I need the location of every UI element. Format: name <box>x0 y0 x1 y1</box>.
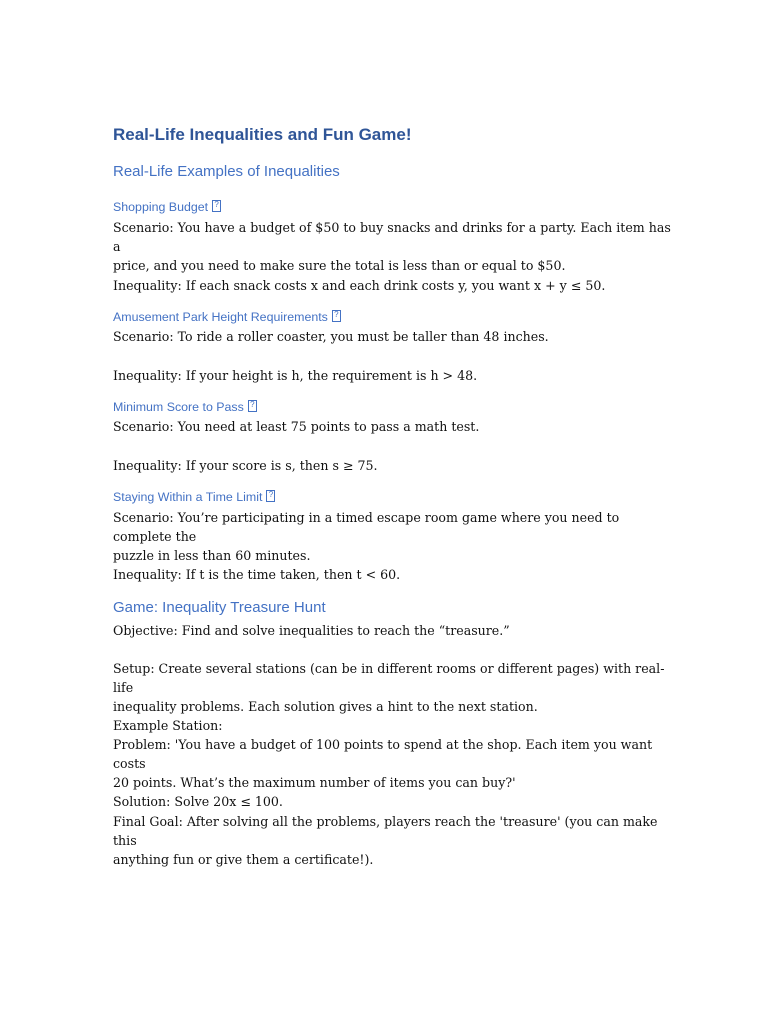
example-heading-shopping <box>113 200 221 214</box>
text-line: Scenario: You’re participating in a timed escape room game where you need to complete the <box>113 510 620 544</box>
section-heading-examples: Real-Life Examples of Inequalities <box>113 163 340 180</box>
missing-emoji-icon <box>332 310 341 322</box>
example-heading-label: Shopping Budget <box>113 200 209 214</box>
missing-emoji-icon <box>266 490 275 502</box>
missing-emoji-icon <box>248 400 257 412</box>
example-heading-label: Amusement Park Height Requirements <box>113 310 328 324</box>
text-line: Example Station: <box>113 718 223 733</box>
example-inequality: Inequality: If your score is s, then s ≥ 75. <box>113 458 378 473</box>
game-setup <box>113 659 673 716</box>
text-line: inequality problems. Each solution gives a hint to the next station. <box>113 699 538 714</box>
example-inequality: Inequality: If t is the time taken, then t < 60. <box>113 567 401 582</box>
missing-emoji-icon <box>212 200 221 212</box>
text-line: Problem: 'You have a budget of 100 points to spend at the shop. Each item you want costs <box>113 737 653 771</box>
example-heading-amusement-park <box>113 310 341 324</box>
text-line: Setup: Create several stations (can be in different rooms or different pages) with real-life <box>113 661 665 695</box>
section-heading-game: Game: Inequality Treasure Hunt <box>113 599 326 616</box>
text-line: puzzle in less than 60 minutes. <box>113 548 311 563</box>
example-heading-label: Minimum Score to Pass <box>113 400 244 414</box>
document-title: Real-Life Inequalities and Fun Game! <box>113 125 412 144</box>
example-scenario: Scenario: You need at least 75 points to pass a math test. <box>113 419 480 434</box>
example-inequality: Inequality: If your height is h, the requirement is h > 48. <box>113 368 478 383</box>
example-heading-time-limit <box>113 490 275 504</box>
text-line: Solution: Solve 20x ≤ 100. <box>113 794 283 809</box>
text-line: Final Goal: After solving all the problems, players reach the 'treasure' (you can make this <box>113 814 658 848</box>
game-final-goal <box>113 812 673 869</box>
text-line: 20 points. What’s the maximum number of items you can buy?' <box>113 775 516 790</box>
example-scenario <box>113 218 673 275</box>
text-line: anything fun or give them a certificate!). <box>113 852 374 867</box>
game-objective: Objective: Find and solve inequalities to reach the “treasure.” <box>113 623 510 638</box>
text-line: Scenario: You have a budget of $50 to buy snacks and drinks for a party. Each item has a <box>113 220 671 254</box>
example-inequality: Inequality: If each snack costs x and each drink costs y, you want x + y ≤ 50. <box>113 278 606 293</box>
example-scenario <box>113 508 673 565</box>
example-heading-minimum-score <box>113 400 257 414</box>
text-line: price, and you need to make sure the total is less than or equal to $50. <box>113 258 566 273</box>
example-heading-label: Staying Within a Time Limit <box>113 490 263 504</box>
example-scenario: Scenario: To ride a roller coaster, you must be taller than 48 inches. <box>113 329 549 344</box>
game-example-station <box>113 716 673 811</box>
